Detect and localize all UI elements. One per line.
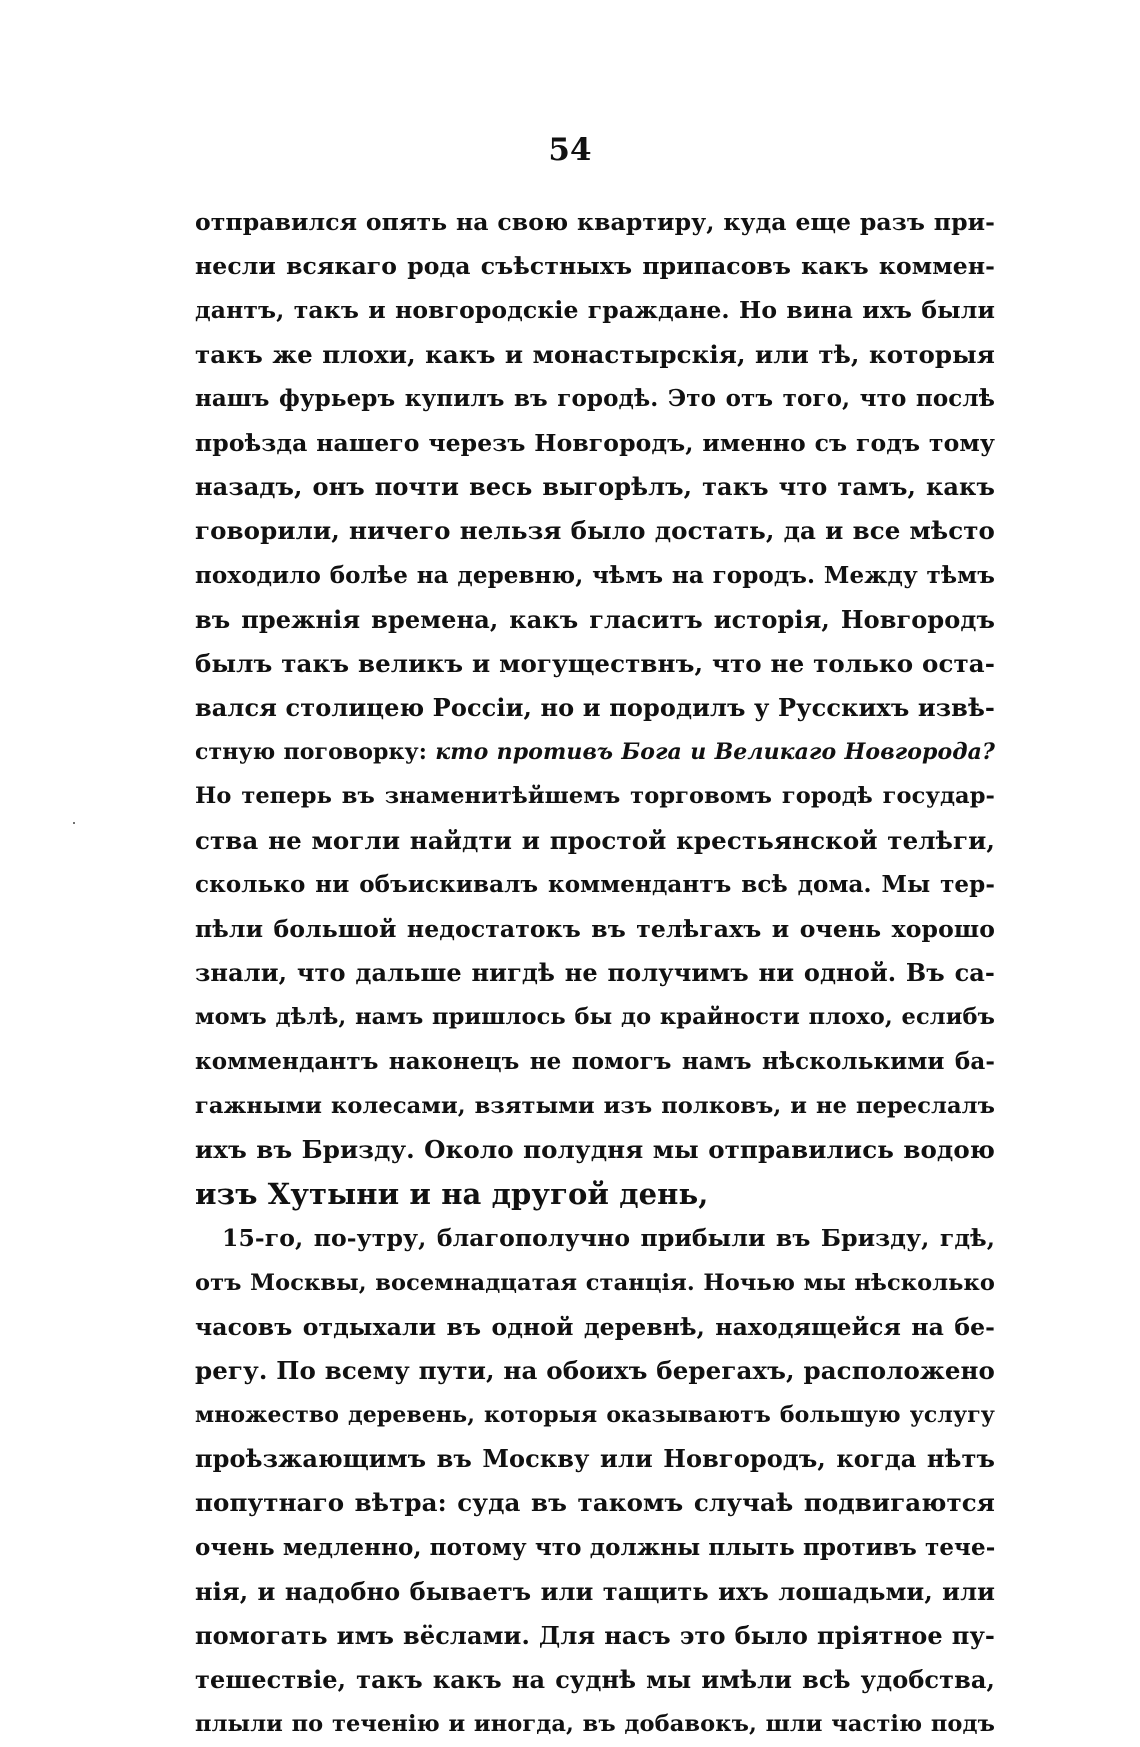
text-line: въ прежнія времена, какъ гласитъ исторія, Новгородъ xyxy=(195,604,995,634)
text-line: регу. По всему пути, на обоихъ берегахъ, расположено xyxy=(195,1355,995,1385)
text-line: плыли по теченію и иногда, въ добавокъ, шли частію подъ xyxy=(195,1711,995,1738)
text-line: коммендантъ наконецъ не помогъ намъ нѣсколькими ба- xyxy=(195,1047,995,1075)
text-line-with-italic xyxy=(195,730,995,774)
text-line: дантъ, такъ и новгородскіе граждане. Но вина ихъ были xyxy=(195,296,995,325)
text-line: отправился опять на свою квартиру, куда еще разъ при- xyxy=(195,208,995,236)
text-line: былъ такъ великъ и могуществнъ, что не только оста- xyxy=(195,648,995,678)
text-line: вался столицею Россіи, но и породилъ у Русскихъ извѣ- xyxy=(195,693,995,723)
text-line: нашъ фурьеръ купилъ въ городѣ. Это отъ того, что послѣ xyxy=(195,384,995,412)
text-line: часовъ отдыхали въ одной деревнѣ, находящейся на бе- xyxy=(195,1312,995,1341)
text-line: очень медленно, потому что должны плыть противъ тече- xyxy=(195,1533,996,1561)
text-line: говорили, ничего нельзя было достать, да и все мѣсто xyxy=(195,516,995,546)
text-line: несли всякаго рода съѣстныхъ припасовъ какъ коммен- xyxy=(195,252,995,281)
text-line: проѣзда нашего черезъ Новгородъ, именно съ годъ тому xyxy=(195,428,995,457)
text-segment: стную поговорку: xyxy=(195,739,436,766)
page-number: 54 xyxy=(548,132,592,168)
text-line: нія, и надобно бываетъ или тащить ихъ лошадьми, или xyxy=(195,1576,995,1606)
text-line: множество деревень, которыя оказываютъ большую услугу xyxy=(195,1402,995,1429)
scan-speck xyxy=(73,822,75,824)
text-line: тешествіе, такъ какъ на суднѣ мы имѣли всѣ удобства, xyxy=(195,1665,995,1695)
paragraph-first-line: 15-го, по-утру, благополучно прибыли въ Бризду, гдѣ, xyxy=(222,1224,995,1253)
text-line: проѣзжающимъ въ Москву или Новгородъ, когда нѣтъ xyxy=(195,1444,995,1474)
text-line: Но теперь въ знаменитѣйшемъ торговомъ городѣ государ- xyxy=(195,783,995,810)
text-line: сколько ни объискивалъ коммендантъ всѣ дома. Мы тер- xyxy=(195,870,995,898)
text-line: ихъ въ Бризду. Около полудня мы отправились водою xyxy=(195,1134,995,1164)
text-line: помогать имъ вёслами. Для насъ это было пріятное пу- xyxy=(195,1621,995,1650)
text-line: знали, что дальше нигдѣ не получимъ ни одной. Въ са- xyxy=(195,958,995,988)
text-line: момъ дѣлѣ, намъ пришлось бы до крайности плохо, еслибъ xyxy=(195,1004,995,1031)
text-line: отъ Москвы, восемнадцатая станція. Ночью мы нѣсколько xyxy=(195,1269,995,1296)
text-line: гажными колесами, взятыми изъ полковъ, и не переслалъ xyxy=(195,1092,995,1119)
italic-proverb: кто противъ Бога и Великаго Новгорода? xyxy=(435,739,996,766)
text-line: попутнаго вѣтра: суда въ такомъ случаѣ подвигаются xyxy=(195,1488,995,1518)
text-line: такъ же плохи, какъ и монастырскія, или тѣ, которыя xyxy=(195,339,995,369)
paragraph-end-line: изъ Хутыни и на другой день, xyxy=(195,1177,709,1212)
text-line: походило болѣе на деревню, чѣмъ на городъ. Между тѣмъ xyxy=(195,561,995,589)
text-line: пѣли большой недостатокъ въ телѣгахъ и очень хорошо xyxy=(195,915,995,943)
body-text xyxy=(195,200,995,1747)
text-line: назадъ, онъ почти весь выгорѣлъ, такъ что тамъ, какъ xyxy=(195,472,995,502)
text-line: ства не могли найдти и простой крестьянской телѣги, xyxy=(195,825,995,855)
